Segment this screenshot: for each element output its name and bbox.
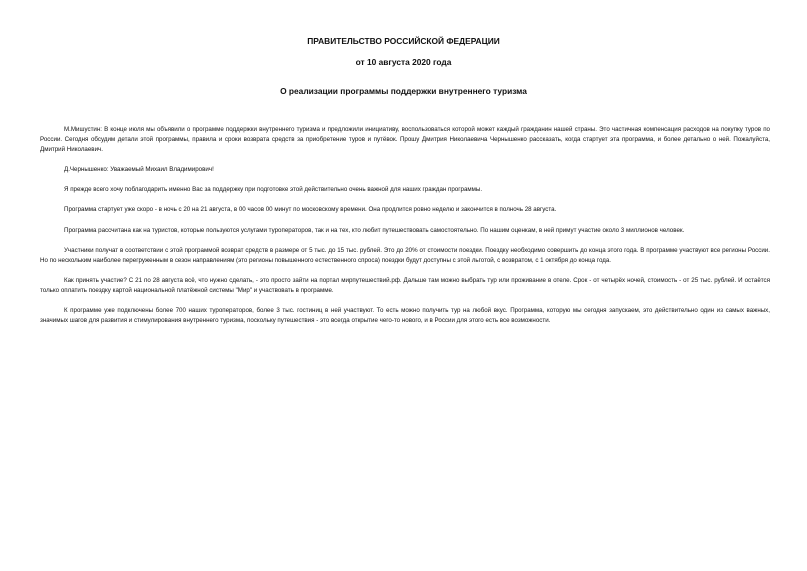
paragraph: Д.Чернышенко: Уважаемый Михаил Владимирович!	[64, 166, 214, 174]
organization-heading: ПРАВИТЕЛЬСТВО РОССИЙСКОЙ ФЕДЕРАЦИИ	[307, 36, 500, 46]
paragraph: Я прежде всего хочу поблагодарить именно Вас за поддержку при подготовке этой действительно очень важной для наших граждан программы.	[64, 186, 483, 194]
paragraph: Как принять участие? С 21 по 28 августа всё, что нужно сделать, - это просто зайти на портал мирпутешествий.рф. Дальше там можно выбрать тур или проживание в отеле. Срок - от четырёх ночей, стоимость - от 25 тыс. рублей. И остаётся только оплатить поездку картой национальной платёжной системы "Мир" и участвовать в программе.	[40, 276, 770, 294]
document-body	[40, 125, 770, 336]
paragraph: Участники получат в соответствии с этой программой возврат средств в размере от 5 тыс. до 15 тыс. рублей. Это до 20% от стоимости поездки. Поездку необходимо совершить до конца этого года. В программе участвуют все регионы России. Но по нескольким наиболее перегруженным в сезон направлениям (это регионы повышенного естественного спроса) поездки будут доступны с этой льготой, с возвратом, с 1 октября до конца года.	[40, 246, 770, 264]
paragraph: Программа стартует уже скоро - в ночь с 20 на 21 августа, в 00 часов 00 минут по московскому времени. Она продлится ровно неделю и закончится в полночь 28 августа.	[64, 206, 557, 214]
date-line: от 10 августа 2020 года	[355, 57, 452, 67]
paragraph: Программа рассчитана как на туристов, которые пользуются услугами туроператоров, так и на тех, кто любит путешествовать самостоятельно. По нашим оценкам, в ней примут участие около 3 миллионов человек.	[64, 226, 685, 234]
document-title: О реализации программы поддержки внутреннего туризма	[280, 86, 527, 96]
paragraph: К программе уже подключены более 700 наших туроператоров, более 3 тыс. гостиниц в ней участвуют. То есть можно получить тур на любой вкус. Программа, которую мы сегодня запускаем, это действительно один из самых важных, значимых шагов для развития и стимулирования внутреннего туризма, поскольку путешествия - это всегда открытие чего-то нового, и в России для этого есть все возможности.	[40, 307, 770, 325]
paragraph: М.Мишустин: В конце июля мы объявили о программе поддержки внутреннего туризма и предложили инициативу, воспользоваться которой может каждый гражданин нашей страны. Это частичная компенсация расходов на покупку туров по России. Сегодня обсудим детали этой программы, правила и сроки возврата средств за приобретение туров и путёвок. Прошу Дмитрия Николаевича Чернышенко рассказать, когда стартует эта программа, и более детально о ней. Пожалуйста, Дмитрий Николаевич.	[40, 126, 770, 154]
